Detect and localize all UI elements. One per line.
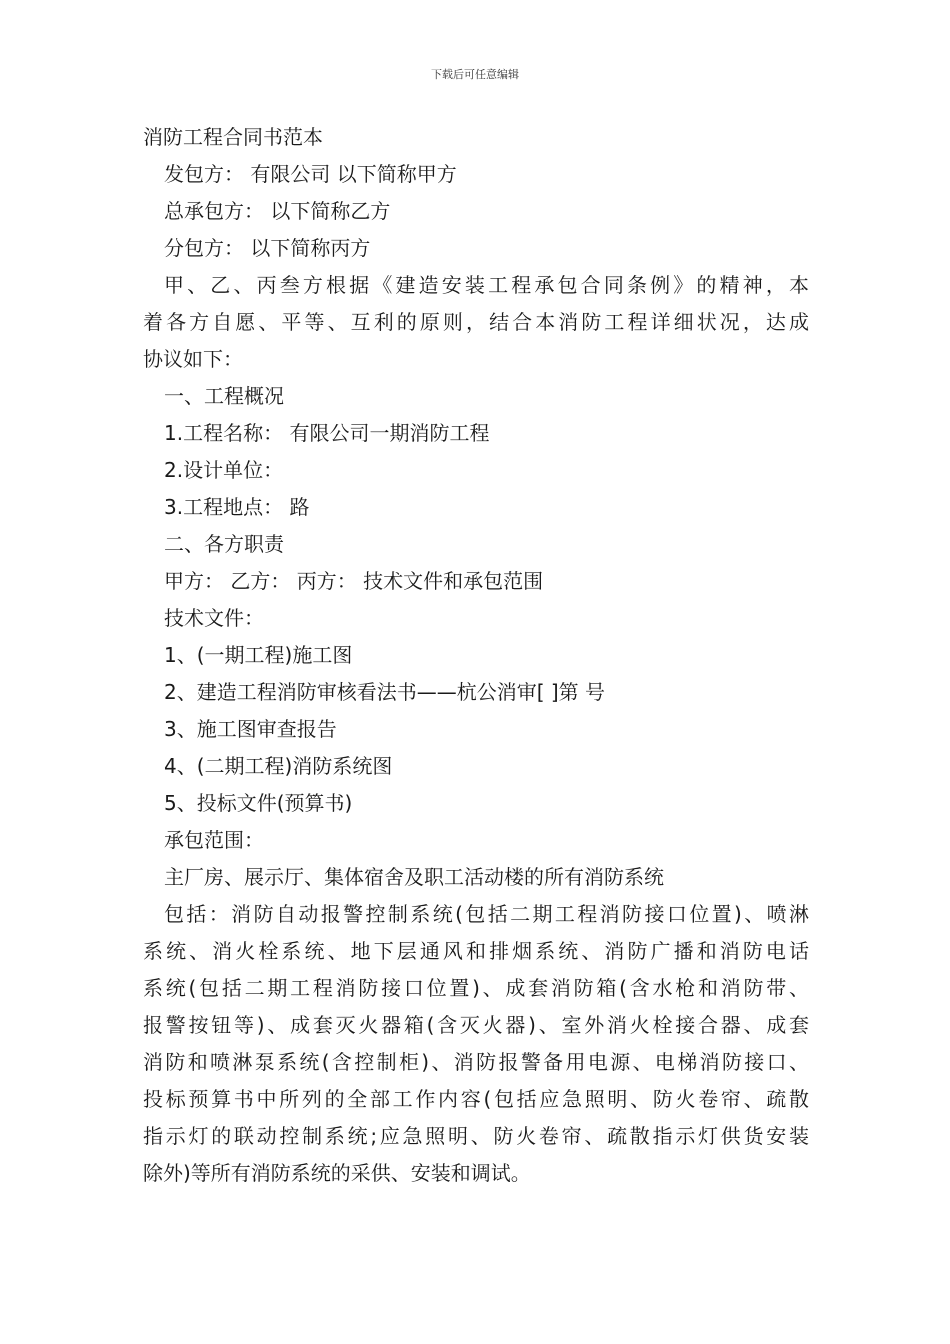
tech-doc-item: 2、建造工程消防审核看法书——杭公消审[ ]第 号 [164, 680, 606, 704]
header-note: 下载后可任意编辑 [431, 68, 519, 81]
project-name-line: 1.工程名称： 有限公司一期消防工程 [164, 421, 490, 445]
includes-line: 包括：消防自动报警控制系统(包括二期工程消防接口位置)、喷淋 [164, 902, 809, 926]
includes-line: 报警按钮等)、成套灭火器箱(含灭火器)、室外消火栓接合器、成套 [143, 1013, 809, 1037]
includes-paragraph [143, 896, 809, 1192]
project-location-line: 3.工程地点： 路 [164, 495, 310, 519]
includes-line: 系统(包括二期工程消防接口位置)、成套消防箱(含水枪和消防带、 [143, 976, 809, 1000]
includes-line: 系统、消火栓系统、地下层通风和排烟系统、消防广播和消防电话 [143, 939, 809, 963]
party-a-line: 发包方： 有限公司 以下简称甲方 [164, 162, 457, 186]
document-body [143, 119, 809, 1192]
section-2-heading: 二、各方职责 [164, 532, 284, 556]
tech-docs-label: 技术文件： [164, 606, 264, 630]
tech-doc-item: 3、施工图审查报告 [164, 717, 337, 741]
party-b-line: 总承包方： 以下简称乙方 [164, 199, 391, 223]
intro-paragraph [143, 267, 809, 378]
design-unit-line: 2.设计单位： [164, 458, 284, 482]
scope-line: 主厂房、展示厅、集体宿舍及职工活动楼的所有消防系统 [164, 865, 664, 889]
intro-line: 甲、乙、丙叁方根据《建造安装工程承包合同条例》的精神，本 [164, 273, 809, 297]
includes-line: 投标预算书中所列的全部工作内容(包括应急照明、防火卷帘、疏散 [143, 1087, 809, 1111]
parties-responsibility-line: 甲方： 乙方： 丙方： 技术文件和承包范围 [164, 569, 544, 593]
includes-line: 除外)等所有消防系统的采供、安装和调试。 [143, 1161, 531, 1185]
intro-line: 协议如下： [143, 347, 243, 371]
intro-line: 着各方自愿、平等、互利的原则，结合本消防工程详细状况，达成 [143, 310, 809, 334]
party-c-line: 分包方： 以下简称丙方 [164, 236, 371, 260]
includes-line: 消防和喷淋泵系统(含控制柜)、消防报警备用电源、电梯消防接口、 [143, 1050, 809, 1074]
scope-label: 承包范围： [164, 828, 264, 852]
tech-doc-item: 4、(二期工程)消防系统图 [164, 754, 393, 778]
includes-line: 指示灯的联动控制系统;应急照明、防火卷帘、疏散指示灯供货安装 [143, 1124, 809, 1148]
section-1-heading: 一、工程概况 [164, 384, 284, 408]
document-title: 消防工程合同书范本 [143, 125, 323, 149]
tech-doc-item: 5、投标文件(预算书) [164, 791, 353, 815]
tech-doc-item: 1、(一期工程)施工图 [164, 643, 353, 667]
